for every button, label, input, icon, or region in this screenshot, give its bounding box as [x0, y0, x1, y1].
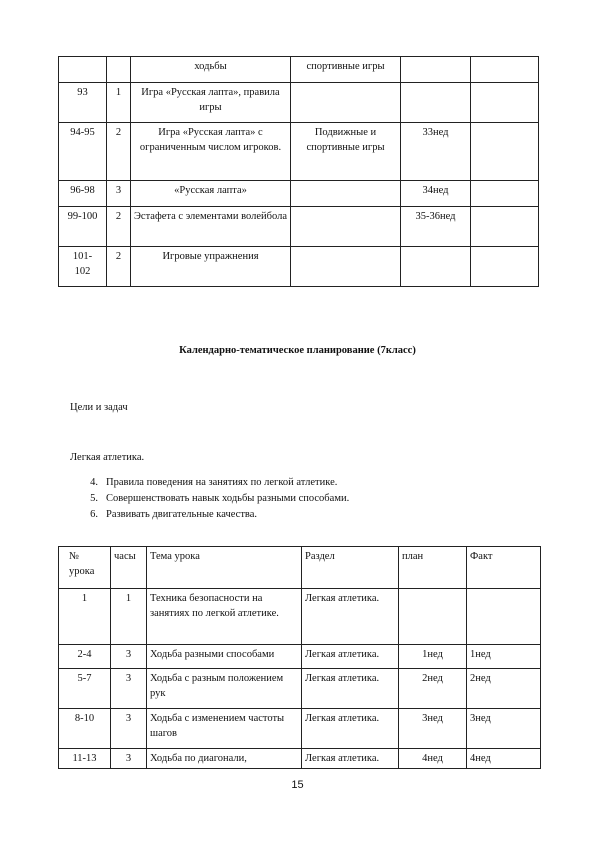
lesson-table-continued [58, 56, 539, 287]
cell-topic: Техника безопасности на занятиях по легкой атлетике. [147, 589, 302, 645]
cell-topic: Игровые упражнения [131, 247, 291, 287]
cell-num: 93 [59, 83, 107, 123]
cell-section [291, 181, 401, 207]
cell-fact [471, 83, 539, 123]
cell-num [59, 57, 107, 83]
cell-hours [107, 57, 131, 83]
table-row [59, 83, 539, 123]
table-row [59, 645, 541, 669]
goals-list [70, 475, 349, 523]
cell-section [291, 207, 401, 247]
cell-topic: Эстафета с элементами волейбола [131, 207, 291, 247]
cell-num: 8-10 [59, 709, 111, 749]
table-row [59, 749, 541, 769]
cell-num: 101-102 [59, 247, 107, 287]
list-text: Развивать двигательные качества. [106, 509, 258, 520]
cell-plan [401, 57, 471, 83]
list-number: 6. [90, 509, 98, 520]
cell-section: Подвижные и спортивные игры [291, 123, 401, 181]
cell-num: 94-95 [59, 123, 107, 181]
cell-hours: 1 [111, 589, 147, 645]
cell-hours: 3 [107, 181, 131, 207]
cell-plan: 2нед [399, 669, 467, 709]
cell-hours: 3 [111, 645, 147, 669]
table-row [59, 669, 541, 709]
cell-hours: 3 [111, 709, 147, 749]
cell-fact: 3нед [467, 709, 541, 749]
cell-fact: 4нед [467, 749, 541, 769]
cell-num: 1 [59, 589, 111, 645]
cell-plan: 35-36нед [401, 207, 471, 247]
cell-hours: 2 [107, 247, 131, 287]
cell-num: 5-7 [59, 669, 111, 709]
table-row [59, 123, 539, 181]
cell-plan [401, 83, 471, 123]
cell-section: Легкая атлетика. [302, 645, 399, 669]
cell-topic: Игра «Русская лапта», правила игры [131, 83, 291, 123]
table-row [59, 589, 541, 645]
cell-fact [471, 123, 539, 181]
list-text: Правила поведения на занятиях по легкой атлетике. [106, 477, 338, 488]
cell-topic: Ходьба разными способами [147, 645, 302, 669]
header-fact: Факт [467, 547, 541, 589]
cell-fact [471, 247, 539, 287]
table-row [59, 181, 539, 207]
cell-topic: Ходьба по диагонали, [147, 749, 302, 769]
header-topic: Тема урока [147, 547, 302, 589]
cell-section [291, 247, 401, 287]
cell-hours: 1 [107, 83, 131, 123]
cell-section: Легкая атлетика. [302, 589, 399, 645]
page-heading: Календарно-тематическое планирование (7класс) [179, 345, 416, 356]
cell-topic: Игра «Русская лапта» с ограниченным числом игроков. [131, 123, 291, 181]
cell-fact [471, 181, 539, 207]
cell-plan: 1нед [399, 645, 467, 669]
cell-section: Легкая атлетика. [302, 669, 399, 709]
page-number: 15 [291, 779, 304, 791]
cell-hours: 3 [111, 749, 147, 769]
cell-fact [471, 207, 539, 247]
cell-topic: «Русская лапта» [131, 181, 291, 207]
table-header-row [59, 547, 541, 589]
list-number: 4. [90, 477, 98, 488]
header-section: Раздел [302, 547, 399, 589]
table-row [59, 57, 539, 83]
cell-plan: 34нед [401, 181, 471, 207]
list-item [70, 475, 349, 491]
cell-hours: 2 [107, 123, 131, 181]
list-text: Совершенствовать навык ходьбы разными способами. [106, 493, 350, 504]
cell-fact [471, 57, 539, 83]
cell-hours: 3 [111, 669, 147, 709]
cell-plan: 33нед [401, 123, 471, 181]
cell-section [291, 83, 401, 123]
cell-topic: Ходьба с разным положением рук [147, 669, 302, 709]
header-hours: часы [111, 547, 147, 589]
cell-num: 96-98 [59, 181, 107, 207]
cell-plan: 4нед [399, 749, 467, 769]
table-row [59, 207, 539, 247]
table-row [59, 247, 539, 287]
table-row [59, 709, 541, 749]
cell-fact: 1нед [467, 645, 541, 669]
cell-plan [399, 589, 467, 645]
cell-num: 2-4 [59, 645, 111, 669]
header-num: № урока [59, 547, 111, 589]
list-item [70, 491, 349, 507]
cell-plan [401, 247, 471, 287]
cell-topic: ходьбы [131, 57, 291, 83]
section-label: Легкая атлетика. [70, 452, 145, 463]
cell-fact [467, 589, 541, 645]
header-plan: план [399, 547, 467, 589]
cell-topic: Ходьба с изменением частоты шагов [147, 709, 302, 749]
cell-section: Легкая атлетика. [302, 709, 399, 749]
cell-section: спортивные игры [291, 57, 401, 83]
cell-plan: 3нед [399, 709, 467, 749]
cell-hours: 2 [107, 207, 131, 247]
list-number: 5. [90, 493, 98, 504]
lesson-plan-table [58, 546, 541, 769]
cell-fact: 2нед [467, 669, 541, 709]
cell-num: 11-13 [59, 749, 111, 769]
list-item [70, 507, 349, 523]
goals-label: Цели и задач [70, 402, 128, 413]
cell-num: 99-100 [59, 207, 107, 247]
cell-section: Легкая атлетика. [302, 749, 399, 769]
